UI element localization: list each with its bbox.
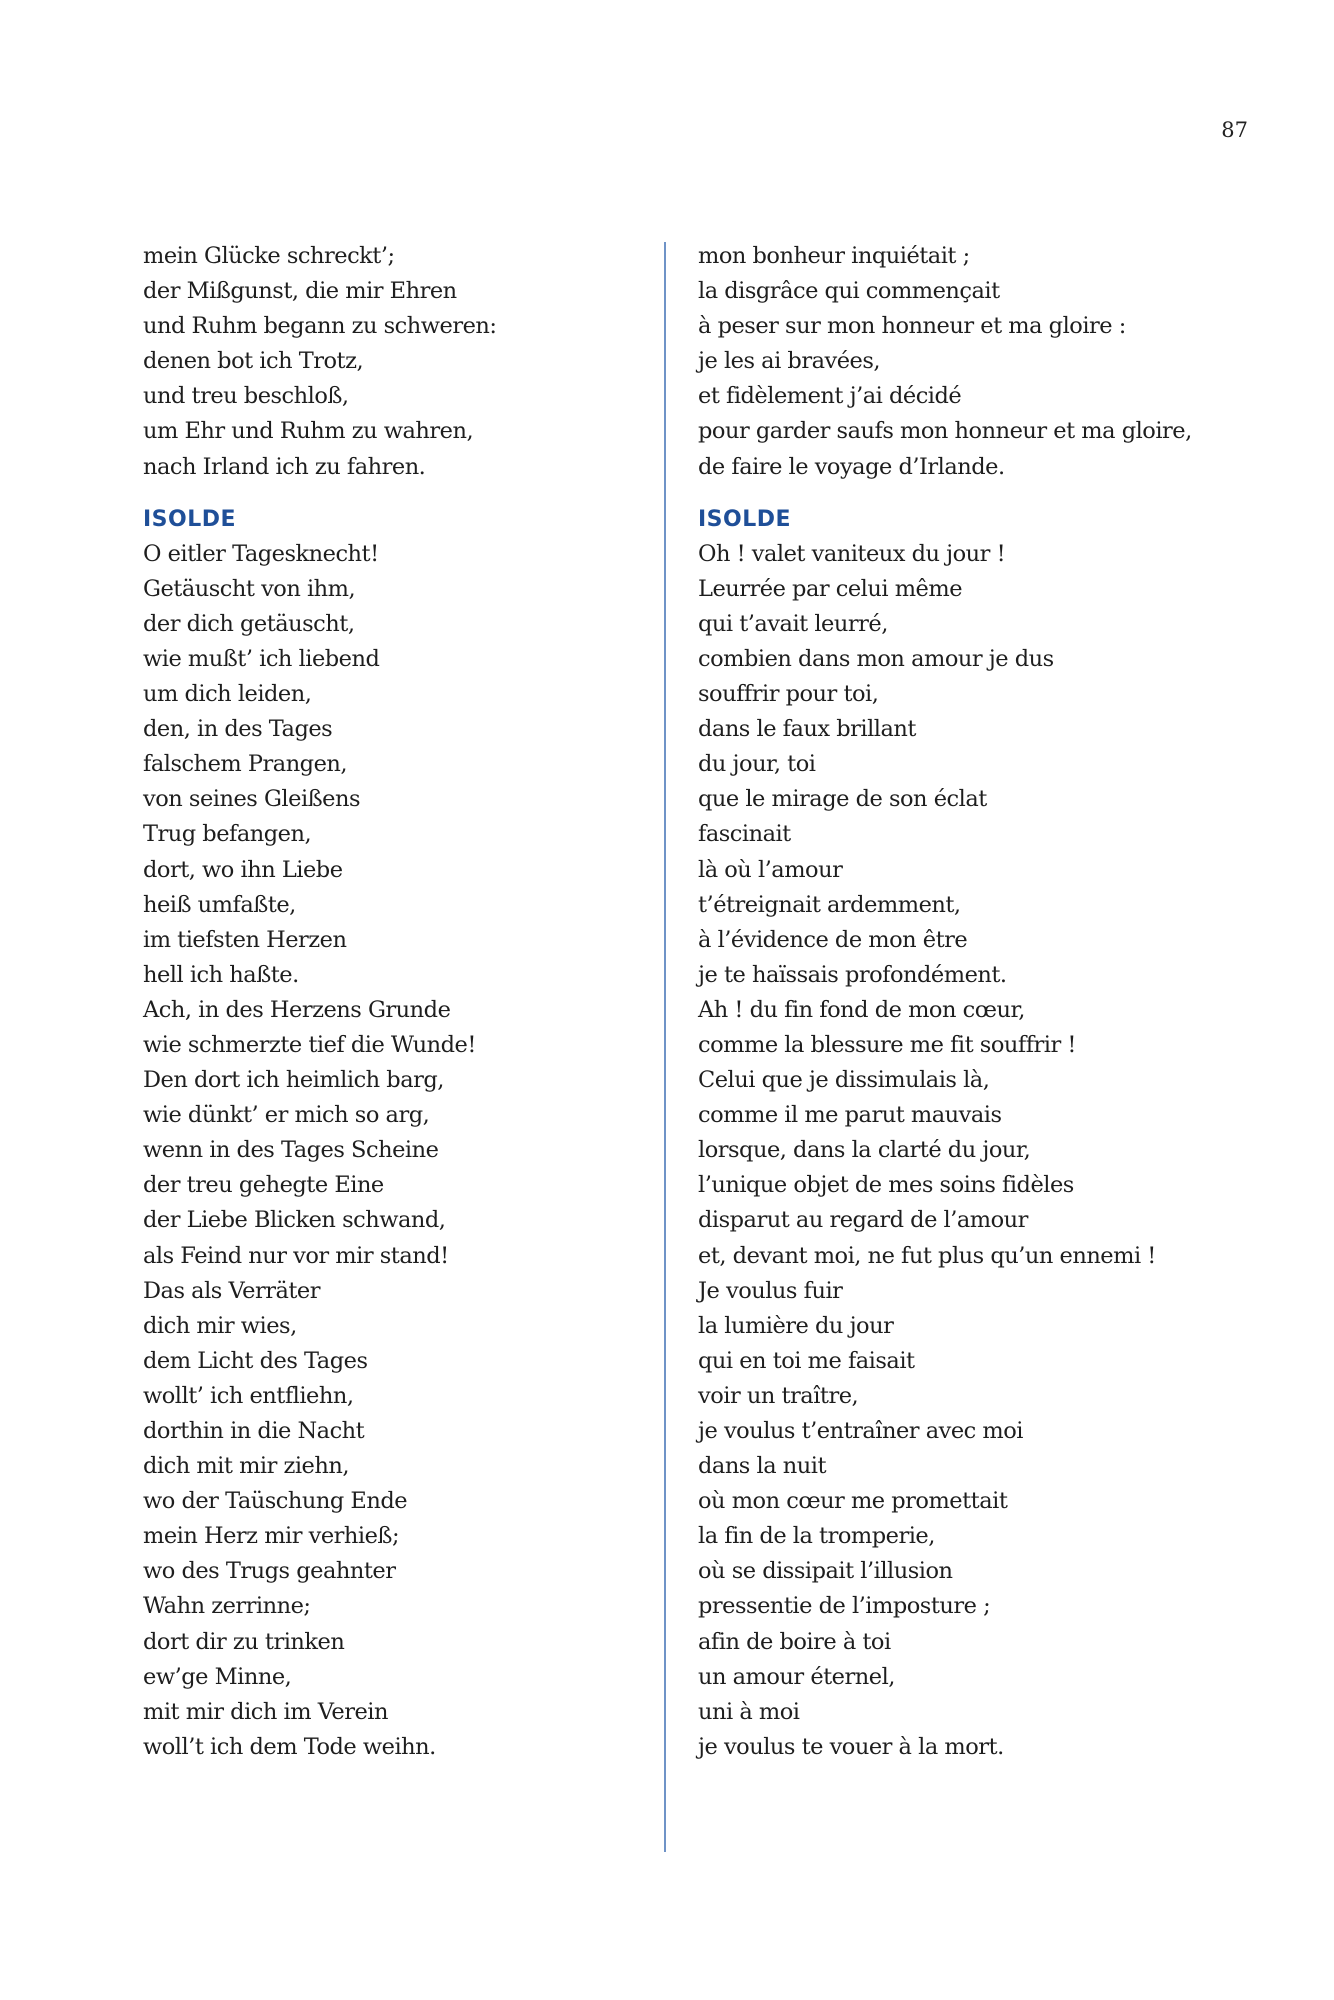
verse-line: heiß umfaßte, (143, 891, 296, 918)
verse-line: je les ai bravées, (698, 348, 881, 375)
verse-line: ew’ge Minne, (143, 1663, 292, 1690)
verse-line: où mon cœur me promettait (698, 1488, 1008, 1515)
verse-line: woll’t ich dem Tode weihn. (143, 1733, 436, 1760)
page-number: 87 (1221, 118, 1248, 142)
verse-line: dort dir zu trinken (143, 1628, 345, 1655)
verse-line: pressentie de l’imposture ; (698, 1593, 991, 1620)
verse-line: Ach, in des Herzens Grunde (143, 996, 451, 1023)
verse-line: voir un traître, (698, 1382, 859, 1409)
verse-line: mein Herz mir verhieß; (143, 1523, 400, 1550)
verse-line: Leurrée par celui même (698, 575, 963, 602)
verse-line: je voulus te vouer à la mort. (698, 1733, 1004, 1760)
verse-line: wollt’ ich entfliehn, (143, 1382, 354, 1409)
verse-line: t’étreignait ardemment, (698, 891, 961, 918)
verse-line: qui t’avait leurré, (698, 610, 888, 637)
verse-line: falschem Prangen, (143, 751, 348, 778)
verse-line: combien dans mon amour je dus (698, 645, 1054, 672)
speaker-name: ISOLDE (698, 506, 792, 532)
verse-line: Getäuscht von ihm, (143, 575, 356, 602)
speaker-name: ISOLDE (143, 506, 237, 532)
verse-line: à l’évidence de mon être (698, 926, 968, 953)
verse-line: dich mit mir ziehn, (143, 1453, 350, 1480)
verse-line: fascinait (698, 821, 791, 848)
verse-line: mein Glücke schreckt’; (143, 243, 395, 269)
verse-line: l’unique objet de mes soins fidèles (698, 1172, 1074, 1199)
verse-line: mon bonheur inquiétait ; (698, 243, 970, 269)
french-intro (698, 239, 1278, 485)
verse-line: der Mißgunst, die mir Ehren (143, 278, 457, 305)
verse-line: hell ich haßte. (143, 961, 299, 988)
verse-line: de faire le voyage d’Irlande. (698, 453, 1005, 480)
verse-line: dans le faux brillant (698, 716, 916, 743)
verse-line: als Feind nur vor mir stand! (143, 1242, 449, 1269)
verse-line: et fidèlement j’ai décidé (698, 383, 962, 410)
verse-line: uni à moi (698, 1698, 800, 1725)
verse-line: um Ehr und Ruhm zu wahren, (143, 418, 474, 445)
verse-line: comme la blessure me fit souffrir ! (698, 1031, 1076, 1058)
verse-line: Den dort ich heimlich barg, (143, 1067, 444, 1094)
french-column (698, 239, 1278, 1765)
verse-line: Celui que je dissimulais là, (698, 1067, 990, 1094)
verse-line: là où l’amour (698, 856, 843, 883)
verse-line: souffrir pour toi, (698, 681, 879, 708)
verse-line: den, in des Tages (143, 716, 333, 743)
verse-line: dorthin in die Nacht (143, 1418, 365, 1444)
verse-line: und Ruhm begann zu schweren: (143, 313, 497, 340)
verse-line: je te haïssais profondément. (698, 961, 1007, 988)
verse-line: lorsque, dans la clarté du jour, (698, 1137, 1031, 1164)
verse-line: pour garder saufs mon honneur et ma gloire, (698, 418, 1192, 445)
verse-line: dans la nuit (698, 1453, 826, 1480)
verse-line: dich mir wies, (143, 1312, 297, 1339)
verse-line: et, devant moi, ne fut plus qu’un ennemi ! (698, 1242, 1156, 1269)
verse-line: Ah ! du fin fond de mon cœur, (698, 996, 1025, 1023)
french-verse (698, 537, 1278, 1765)
german-intro (143, 239, 643, 485)
verse-line: wo des Trugs geahnter (143, 1558, 396, 1585)
verse-line: un amour éternel, (698, 1663, 895, 1690)
verse-line: que le mirage de son éclat (698, 786, 987, 813)
verse-line: afin de boire à toi (698, 1628, 891, 1655)
verse-line: wie dünkt’ er mich so arg, (143, 1102, 430, 1129)
verse-line: disparut au regard de l’amour (698, 1207, 1028, 1234)
german-verse (143, 537, 643, 1765)
verse-line: im tiefsten Herzen (143, 926, 347, 953)
verse-line: dem Licht des Tages (143, 1347, 368, 1374)
verse-line: denen bot ich Trotz, (143, 348, 364, 375)
verse-line: der Liebe Blicken schwand, (143, 1207, 446, 1234)
verse-line: und treu beschloß, (143, 383, 349, 410)
column-divider (664, 242, 666, 1852)
verse-line: Je voulus fuir (698, 1277, 843, 1304)
verse-line: Oh ! valet vaniteux du jour ! (698, 540, 1006, 567)
verse-line: la disgrâce qui commençait (698, 278, 1000, 305)
verse-line: je voulus t’entraîner avec moi (698, 1418, 1023, 1444)
verse-line: der treu gehegte Eine (143, 1172, 384, 1199)
verse-line: um dich leiden, (143, 681, 312, 708)
verse-line: Wahn zerrinne; (143, 1593, 311, 1620)
verse-line: mit mir dich im Verein (143, 1698, 388, 1725)
verse-line: où se dissipait l’illusion (698, 1558, 953, 1585)
verse-line: qui en toi me faisait (698, 1347, 915, 1374)
verse-line: wie mußt’ ich liebend (143, 645, 380, 672)
verse-line: la lumière du jour (698, 1312, 894, 1339)
verse-line: à peser sur mon honneur et ma gloire : (698, 313, 1126, 340)
verse-line: dort, wo ihn Liebe (143, 856, 343, 883)
verse-line: wo der Taüschung Ende (143, 1488, 408, 1515)
german-column (143, 239, 643, 1765)
verse-line: comme il me parut mauvais (698, 1102, 1002, 1129)
verse-line: von seines Gleißens (143, 786, 361, 813)
verse-line: wie schmerzte tief die Wunde! (143, 1031, 476, 1058)
verse-line: Das als Verräter (143, 1277, 320, 1304)
verse-line: du jour, toi (698, 751, 816, 778)
verse-line: nach Irland ich zu fahren. (143, 453, 426, 480)
verse-line: wenn in des Tages Scheine (143, 1137, 439, 1164)
verse-line: O eitler Tagesknecht! (143, 540, 379, 567)
verse-line: Trug befangen, (143, 821, 312, 848)
verse-line: der dich getäuscht, (143, 610, 355, 637)
verse-line: la fin de la tromperie, (698, 1523, 935, 1550)
